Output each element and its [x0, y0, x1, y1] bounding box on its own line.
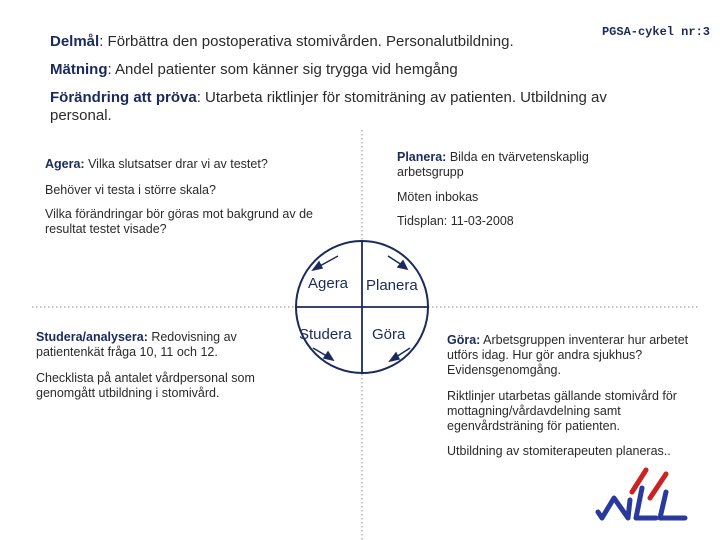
- nll-logo: [598, 470, 685, 518]
- act-section: [45, 157, 335, 237]
- wheel-studera: Studera: [299, 326, 352, 343]
- plan-intro: [397, 150, 637, 180]
- measure-label: Mätning: [50, 61, 108, 78]
- cycle-label: PGSA-cykel nr:3: [601, 25, 710, 39]
- change-label: Förändring att pröva: [50, 89, 197, 106]
- change-line: [50, 89, 660, 125]
- act-intro: [45, 157, 335, 172]
- do-label: Göra:: [447, 333, 481, 347]
- do-line3: Utbildning av stomiterapeuten planeras..: [447, 444, 671, 458]
- do-section: [447, 333, 702, 459]
- plan-label: Planera:: [397, 150, 447, 164]
- do-line2: Riktlinjer utarbetas gällande stomivård för mottagning/vårdavdelning samt egenvårdsträning för patienten.: [447, 389, 677, 433]
- measure-line: [50, 61, 670, 79]
- study-line2: Checklista på antalet vårdpersonal som genomgått utbildning i stomivård.: [36, 371, 255, 400]
- goal-line: [50, 33, 610, 51]
- plan-line2: Möten inbokas: [397, 190, 479, 204]
- plan-text: Bilda en tvärvetenskaplig arbetsgrupp: [397, 150, 589, 179]
- plan-line3: Tidsplan: 11-03-2008: [397, 214, 514, 228]
- act-label: Agera:: [45, 157, 85, 171]
- do-text: Arbetsgruppen inventerar hur arbetet utförs idag. Hur gör andra sjukhus? Evidensgenomgång.: [447, 333, 689, 377]
- goal-text: : Förbättra den postoperativa stomivården. Personalutbildning.: [99, 33, 514, 50]
- do-intro: [447, 333, 702, 378]
- act-line2: Behöver vi testa i större skala?: [45, 183, 216, 197]
- wheel-gora: Göra: [372, 326, 406, 343]
- act-text: Vilka slutsatser drar vi av testet?: [84, 157, 268, 171]
- study-text: Redovisning av patientenkät fråga 10, 11 och 12.: [36, 330, 237, 359]
- study-section: [36, 330, 276, 401]
- study-intro: [36, 330, 276, 360]
- wheel-planera: Planera: [366, 277, 418, 294]
- change-text: : Utarbeta riktlinjer för stomiträning av patienten. Utbildning av personal.: [50, 89, 607, 124]
- measure-text: : Andel patienter som känner sig trygga vid hemgång: [107, 61, 458, 78]
- study-label: Studera/analysera:: [36, 330, 148, 344]
- plan-section: [397, 150, 637, 229]
- wheel-agera: Agera: [308, 275, 349, 292]
- act-line3: Vilka förändringar bör göras mot bakgrund av de resultat testet visade?: [45, 207, 313, 236]
- goal-label: Delmål: [50, 33, 100, 50]
